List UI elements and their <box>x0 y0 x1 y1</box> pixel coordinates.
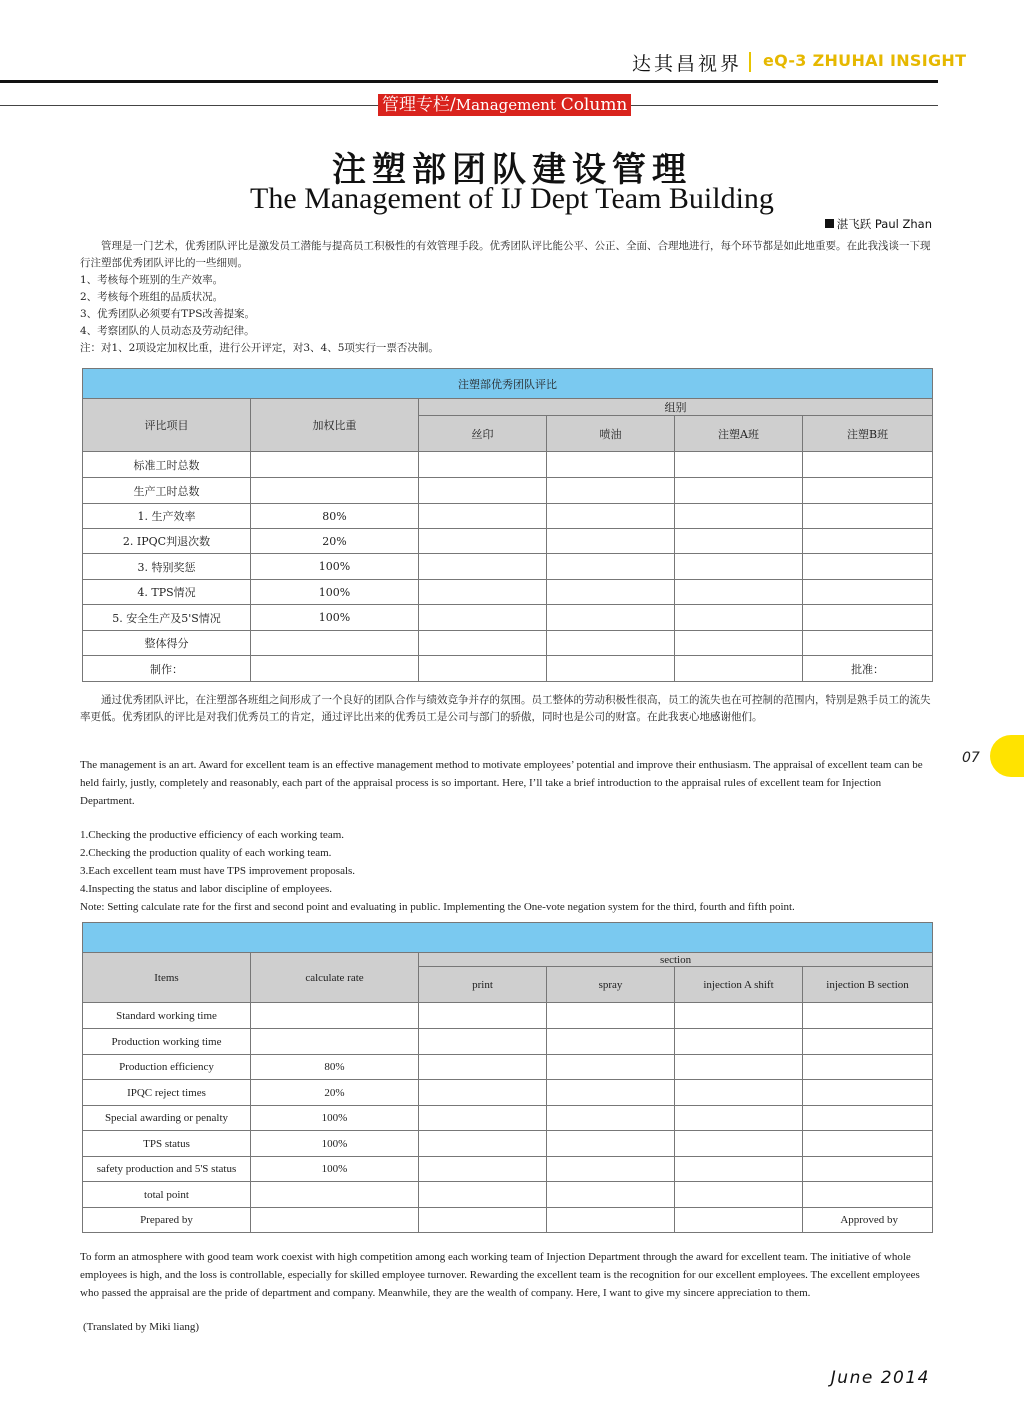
score-cell <box>419 452 547 478</box>
row-item: 5. 安全生产及5'S情况 <box>83 605 251 631</box>
score-cell <box>803 1131 933 1157</box>
score-cell <box>803 580 933 605</box>
group-header: 组别 <box>419 399 933 416</box>
cn-intro-item: 4、考察团队的人员动态及劳动纪律。 <box>80 325 255 337</box>
score-cell <box>547 1029 675 1055</box>
score-cell <box>419 1131 547 1157</box>
score-cell <box>547 580 675 605</box>
score-cell <box>675 1055 803 1080</box>
cn-intro-item: 3、优秀团队必须要有TPS改善提案。 <box>80 308 255 320</box>
score-cell <box>803 1029 933 1055</box>
column-label-en-small: Management <box>455 96 561 114</box>
score-cell <box>419 1182 547 1208</box>
score-cell <box>803 1157 933 1182</box>
score-cell <box>675 580 803 605</box>
translator-credit <box>83 1318 939 1336</box>
score-cell <box>419 580 547 605</box>
row-item: 2. IPQC判退次数 <box>83 529 251 554</box>
score-cell <box>547 554 675 580</box>
appraisal-table-en <box>82 922 933 1233</box>
cn-intro-paragraph: 管理是一门艺术，优秀团队评比是激发员工潜能与提高员工积极性的有效管理手段。优秀团队评比能公平、公正、全面、合理地进行，每个环节都是如此地重要。在此我浅谈一下现行注塑部优秀团队评比的一些细则。 <box>80 240 931 269</box>
score-cell <box>419 1080 547 1106</box>
score-cell <box>547 1080 675 1106</box>
page-number-tab <box>990 735 1024 777</box>
cn-intro-item: 2、考核每个班组的品质状况。 <box>80 291 224 303</box>
score-cell <box>803 478 933 504</box>
score-cell <box>419 1003 547 1029</box>
score-cell <box>547 631 675 656</box>
score-cell <box>419 478 547 504</box>
score-cell <box>419 504 547 529</box>
score-cell <box>675 478 803 504</box>
header-rule-thick <box>0 80 938 83</box>
row-weight <box>251 478 419 504</box>
score-cell <box>675 1003 803 1029</box>
en-intro-item: 4.Inspecting the status and labor discipline of employees. <box>80 883 333 895</box>
row-weight: 100% <box>251 1157 419 1182</box>
row-item: Standard working time <box>83 1003 251 1029</box>
row-item: Production working time <box>83 1029 251 1055</box>
group-col: 注塑A班 <box>675 416 803 452</box>
score-cell <box>547 504 675 529</box>
group-col: print <box>419 967 547 1003</box>
table-row <box>83 554 933 580</box>
score-cell <box>675 1106 803 1131</box>
score-cell <box>419 631 547 656</box>
score-cell <box>547 1157 675 1182</box>
score-cell <box>419 1055 547 1080</box>
page-number: 07 <box>962 750 980 766</box>
group-col: 丝印 <box>419 416 547 452</box>
col-header-weight: calculate rate <box>251 953 419 1003</box>
row-weight: 80% <box>251 1055 419 1080</box>
row-item: IPQC reject times <box>83 1080 251 1106</box>
table-row <box>83 1055 933 1080</box>
table-row <box>83 1157 933 1182</box>
en-intro <box>80 756 936 810</box>
score-cell <box>675 504 803 529</box>
en-intro-list <box>80 826 936 916</box>
row-weight <box>251 1003 419 1029</box>
column-label-cn: 管理专栏/ <box>382 95 456 115</box>
article-title-en: The Management of IJ Dept Team Building <box>250 182 774 215</box>
table-title: 注塑部优秀团队评比 <box>83 369 933 399</box>
score-cell <box>419 605 547 631</box>
article-title-cn: 注塑部团队建设管理 <box>332 150 692 190</box>
row-weight <box>251 1029 419 1055</box>
en-intro-item: 1.Checking the productive efficiency of each working team. <box>80 829 345 841</box>
row-item: 3. 特别奖惩 <box>83 554 251 580</box>
score-cell <box>675 605 803 631</box>
table-footer-row <box>83 1208 933 1233</box>
score-cell <box>547 478 675 504</box>
row-weight <box>251 452 419 478</box>
score-cell <box>675 529 803 554</box>
appraisal-table-cn <box>82 368 933 682</box>
footer-prepared: Prepared by <box>83 1208 251 1233</box>
table-row <box>83 478 933 504</box>
footer-prepared: 制作： <box>83 656 251 682</box>
score-cell <box>675 1182 803 1208</box>
row-weight <box>251 631 419 656</box>
score-cell <box>803 504 933 529</box>
issue-date: June 2014 <box>830 1368 930 1388</box>
score-cell <box>803 1055 933 1080</box>
row-item: 标准工时总数 <box>83 452 251 478</box>
en-conclusion <box>80 1248 936 1302</box>
row-item: total point <box>83 1182 251 1208</box>
group-header: section <box>419 953 933 967</box>
cn-intro-item: 1、考核每个班别的生产效率。 <box>80 274 224 286</box>
group-col: 喷油 <box>547 416 675 452</box>
row-weight: 100% <box>251 580 419 605</box>
group-col: injection B section <box>803 967 933 1003</box>
row-weight: 20% <box>251 529 419 554</box>
row-item: Special awarding or penalty <box>83 1106 251 1131</box>
table-row <box>83 1029 933 1055</box>
score-cell <box>547 452 675 478</box>
group-col: injection A shift <box>675 967 803 1003</box>
table-row <box>83 452 933 478</box>
score-cell <box>419 1029 547 1055</box>
row-item: TPS status <box>83 1131 251 1157</box>
footer-approved: Approved by <box>803 1208 933 1233</box>
row-item: 生产工时总数 <box>83 478 251 504</box>
row-weight: 80% <box>251 504 419 529</box>
group-col: spray <box>547 967 675 1003</box>
row-item: 4. TPS情况 <box>83 580 251 605</box>
score-cell <box>675 1157 803 1182</box>
author-byline <box>825 216 932 232</box>
group-col: 注塑B班 <box>803 416 933 452</box>
row-item: Production efficiency <box>83 1055 251 1080</box>
score-cell <box>803 452 933 478</box>
magazine-title-en: eQ-3 ZHUHAI INSIGHT <box>763 51 967 70</box>
score-cell <box>803 1080 933 1106</box>
score-cell <box>675 631 803 656</box>
en-conclusion-paragraph: To form an atmosphere with good team work coexist with high competition among each working team of Injection Department through the award for excellent team. The initiative of whole employees is high, and the loss is controllable, especially for skilled employee turnover. Rewarding the excellent team is the recognition for our excellent employees. The excellent employees who passed the appraisal are the pride of department and company. Meanwhile, they are the wealth of company. Here, I want to give my sincere appreciation to them. <box>80 1251 920 1299</box>
score-cell <box>547 1182 675 1208</box>
table-title-bar <box>83 923 933 953</box>
cn-intro <box>80 238 940 357</box>
table-row <box>83 529 933 554</box>
author-name: 湛飞跃 Paul Zhan <box>836 217 932 231</box>
score-cell <box>547 529 675 554</box>
score-cell <box>547 1055 675 1080</box>
score-cell <box>803 1182 933 1208</box>
table-row <box>83 580 933 605</box>
footer-approved: 批准： <box>803 656 933 682</box>
score-cell <box>675 1080 803 1106</box>
en-intro-item: 2.Checking the production quality of each working team. <box>80 847 332 859</box>
column-label-en-large: Column <box>560 95 628 115</box>
cn-conclusion-paragraph: 通过优秀团队评比，在注塑部各班组之间形成了一个良好的团队合作与绩效竞争并存的氛围。员工整体的劳动积极性很高，员工的流失也在可控制的范围内，特别是熟手员工的流失率更低。优秀团队的评比是对我们优秀员工的肯定，通过评比出来的优秀员工是公司与部门的骄傲，同时也是公司的财富。在此我衷心地感谢他们。 <box>80 694 931 723</box>
col-header-item: 评比项目 <box>83 399 251 452</box>
table-footer-row <box>83 656 933 682</box>
col-header-item: Items <box>83 953 251 1003</box>
en-intro-note: Note: Setting calculate rate for the first and second point and evaluating in public. Implementing the One-vote negation system for the third, fourth and fifth point. <box>80 901 795 913</box>
row-weight: 100% <box>251 1131 419 1157</box>
table-row <box>83 605 933 631</box>
score-cell <box>547 1131 675 1157</box>
row-weight: 100% <box>251 605 419 631</box>
score-cell <box>803 554 933 580</box>
row-weight <box>251 1182 419 1208</box>
byline-square-icon <box>825 219 834 228</box>
en-intro-item: 3.Each excellent team must have TPS improvement proposals. <box>80 865 356 877</box>
table-row <box>83 1003 933 1029</box>
score-cell <box>547 605 675 631</box>
column-banner <box>378 94 631 116</box>
score-cell <box>675 554 803 580</box>
en-intro-paragraph: The management is an art. Award for excellent team is an effective management method to motivate employees’ potential and improve their enthusiasm. The appraisal of excellent team can be held fairly, justly, completely and reasonably, each part of the appraisal process is so important. Here, I’ll take a brief introduction to the appraisal rules of excellent team for Injection Department. <box>80 759 923 807</box>
table-row <box>83 1080 933 1106</box>
table-row <box>83 1106 933 1131</box>
table-row <box>83 631 933 656</box>
row-item: 1. 生产效率 <box>83 504 251 529</box>
magazine-title-cn: 达其昌视界 <box>631 53 742 75</box>
score-cell <box>675 1029 803 1055</box>
row-weight: 100% <box>251 1106 419 1131</box>
cn-conclusion <box>80 692 940 726</box>
cn-intro-note: 注：对1、2项设定加权比重，进行公开评定，对3、4、5项实行一票否决制。 <box>80 342 439 354</box>
score-cell <box>803 1003 933 1029</box>
score-cell <box>803 529 933 554</box>
row-item: 整体得分 <box>83 631 251 656</box>
score-cell <box>803 605 933 631</box>
translator-text: (Translated by Miki liang) <box>83 1321 199 1333</box>
score-cell <box>803 631 933 656</box>
score-cell <box>419 1106 547 1131</box>
score-cell <box>419 529 547 554</box>
row-weight: 100% <box>251 554 419 580</box>
table-row <box>83 1131 933 1157</box>
score-cell <box>419 554 547 580</box>
row-weight: 20% <box>251 1080 419 1106</box>
col-header-weight: 加权比重 <box>251 399 419 452</box>
row-item: safety production and 5'S status <box>83 1157 251 1182</box>
score-cell <box>675 1131 803 1157</box>
score-cell <box>547 1106 675 1131</box>
header-separator <box>749 52 751 72</box>
score-cell <box>419 1157 547 1182</box>
score-cell <box>675 452 803 478</box>
table-row <box>83 504 933 529</box>
score-cell <box>803 1106 933 1131</box>
score-cell <box>547 1003 675 1029</box>
table-row <box>83 1182 933 1208</box>
